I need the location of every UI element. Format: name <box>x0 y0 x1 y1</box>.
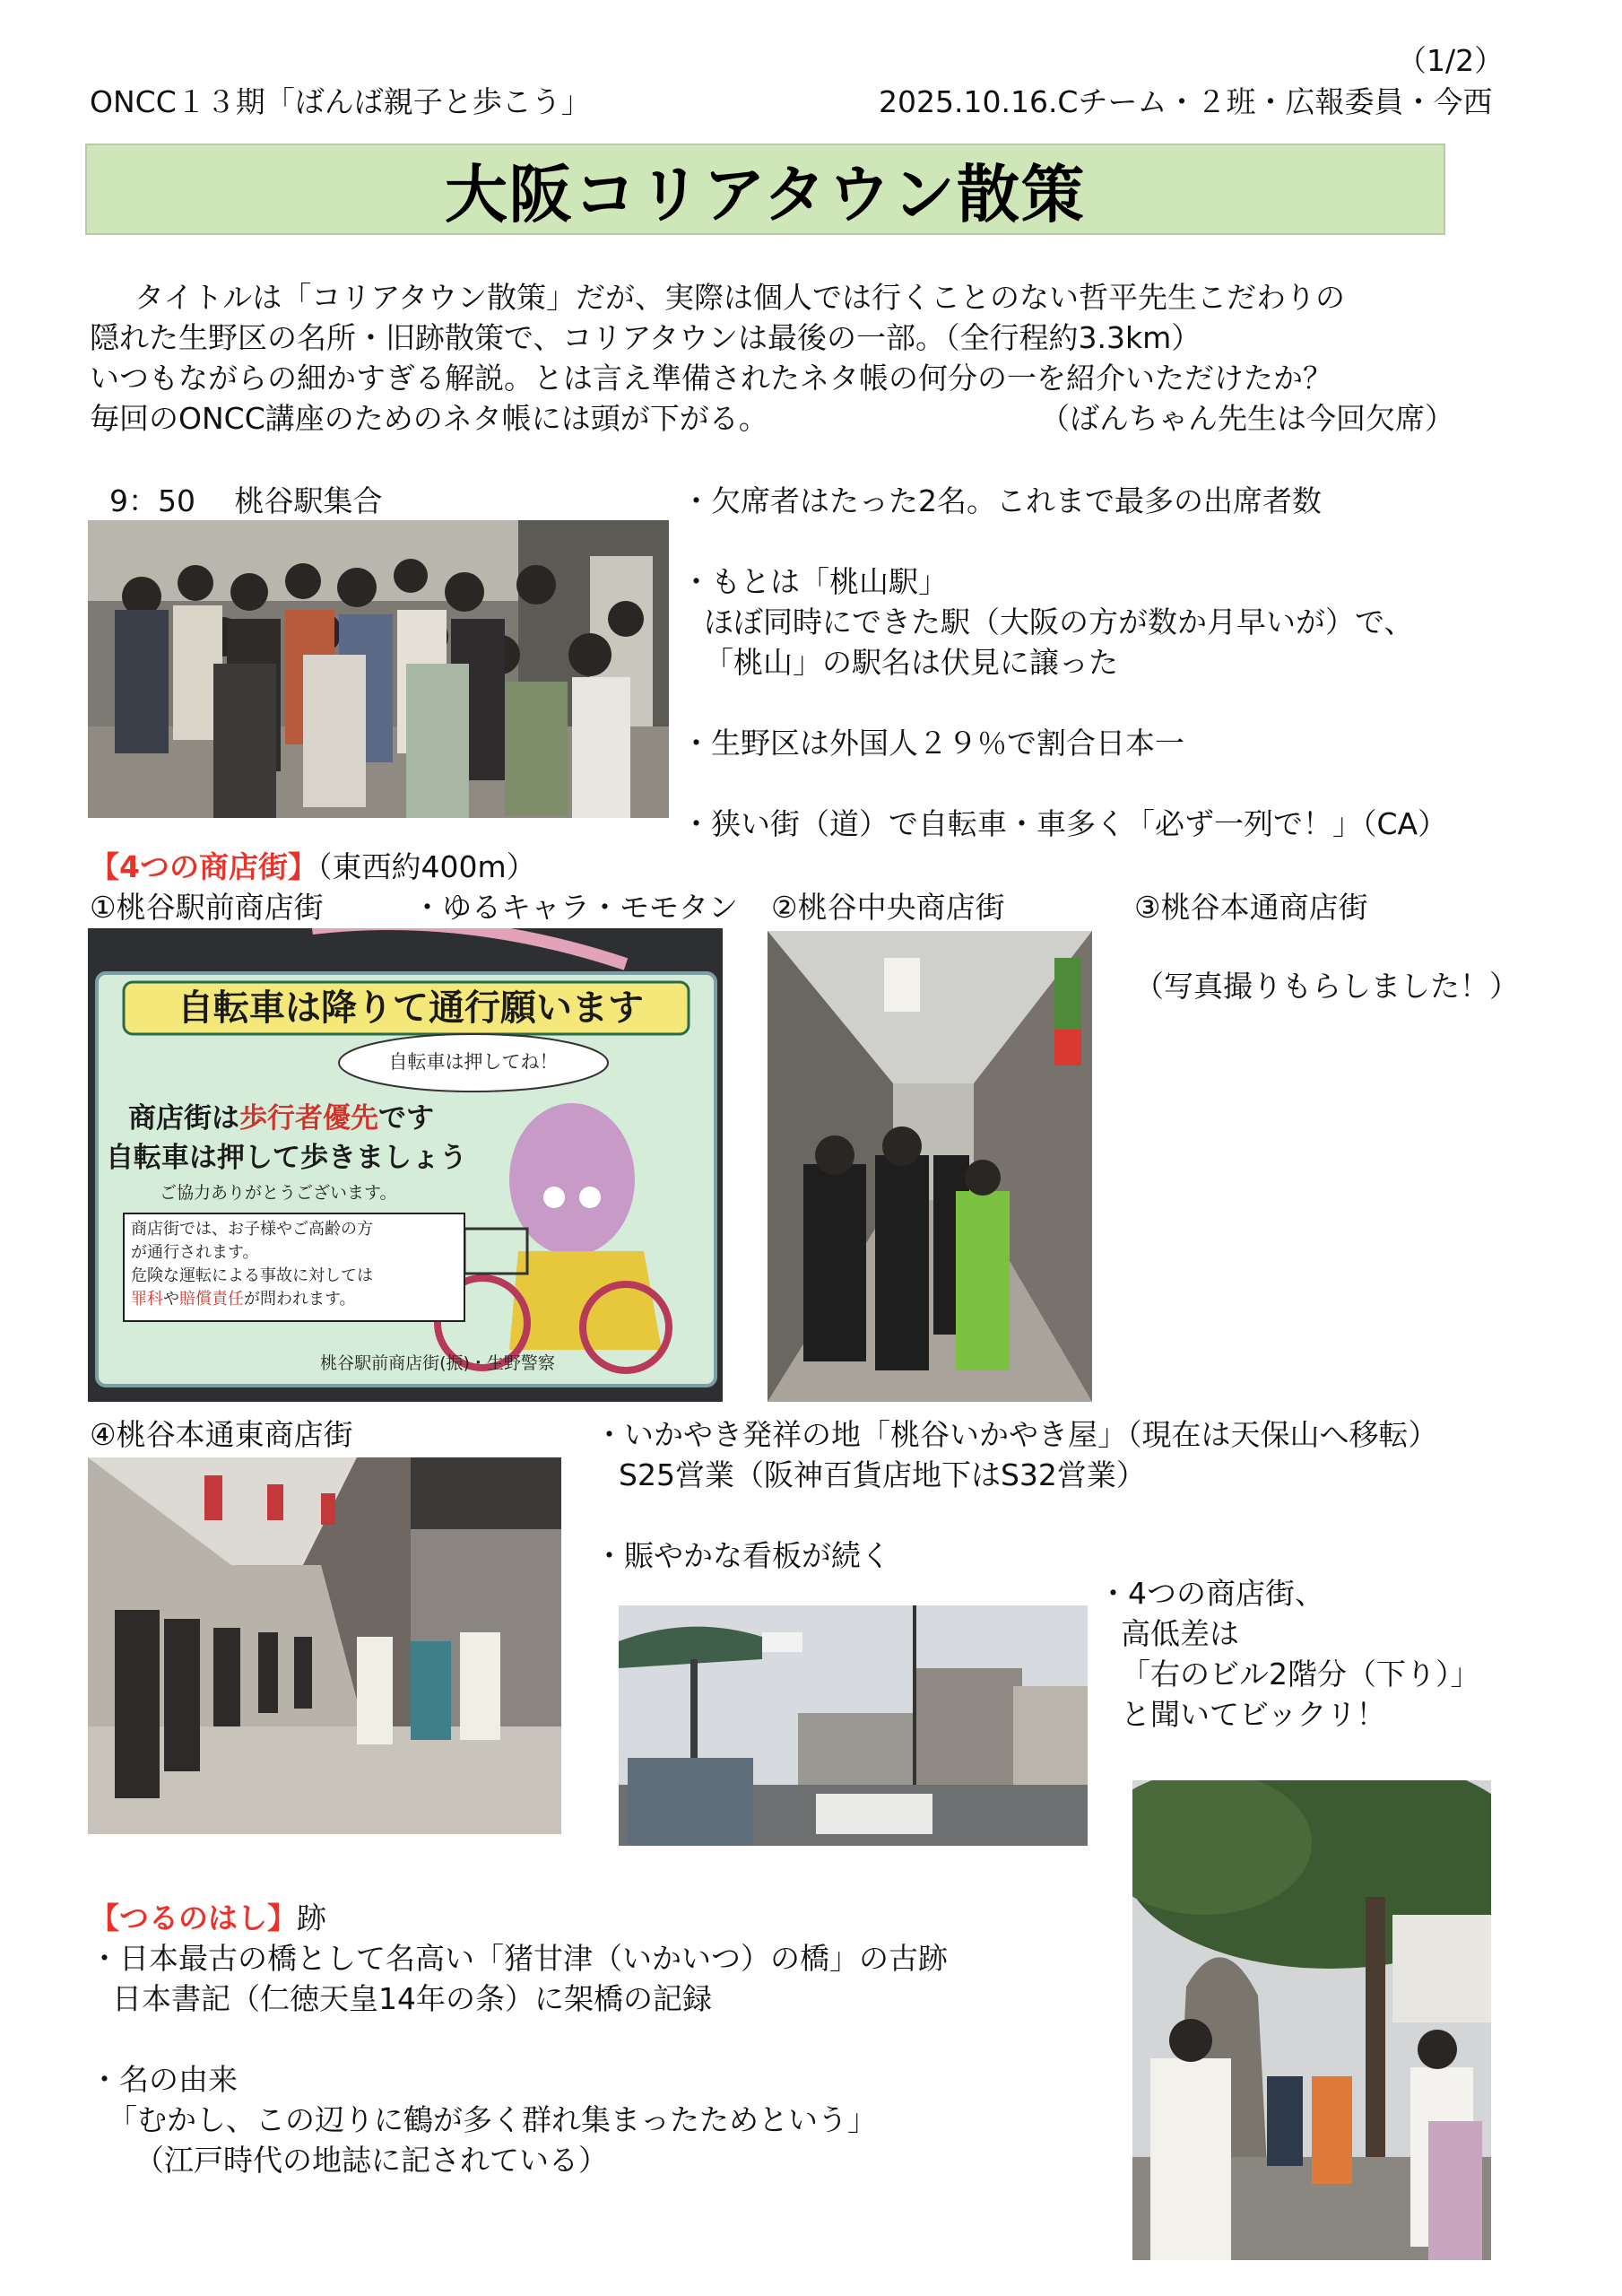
sign-line-1a: 商店街は <box>128 1102 239 1135</box>
page-title: 大阪コリアタウン散策 <box>444 157 1087 231</box>
tsuru-line-3: ・名の由来 <box>90 2062 238 2097</box>
street-4-label: ④桃谷本通東商店街 <box>90 1417 353 1452</box>
arcade-4-illustration <box>88 1457 561 1834</box>
mascot-label: ・ゆるキャラ・モモタン <box>412 890 738 925</box>
meeting-bullet-1: ・欠席者はたった2名。これまで最多の出席者数 <box>681 483 1322 518</box>
sign-footer: 桃谷駅前商店街(振)・生野警察 <box>320 1353 555 1373</box>
height-line-3: 「右のビル2階分（下り）」 <box>1121 1657 1480 1692</box>
intro-line-3: いつもながらの細かすぎる解説。とは言え準備されたネタ帳の何分の一を紹介いただけたか？ <box>90 361 1332 396</box>
page-number: （1/2） <box>1397 43 1505 78</box>
sign-line-2: 自転車は押して歩きましょう <box>106 1142 467 1174</box>
intro-note: （ばんちゃん先生は今回欠席） <box>1040 401 1454 436</box>
meeting-caption: 9：50 桃谷駅集合 <box>109 483 383 518</box>
sign-banner-text: 自転車は降りて通行願います <box>178 987 644 1029</box>
sign-box-line-2: が通行されます。 <box>131 1243 259 1262</box>
tsuru-monument-photo <box>1132 1780 1491 2260</box>
sign-box-4a: 罪科 <box>131 1290 163 1309</box>
arcade-illustration <box>768 931 1092 1402</box>
height-line-2: 高低差は <box>1121 1616 1239 1651</box>
signs-continue: ・賑やかな看板が続く <box>594 1538 890 1573</box>
street-1-label: ①桃谷駅前商店街 <box>90 890 324 925</box>
sign-box-line-3: 危険な運転による事故に対しては <box>131 1266 373 1285</box>
title-banner <box>85 144 1445 235</box>
ikayaki-line-2: S25営業（阪神百貨店地下はS32営業） <box>619 1457 1146 1492</box>
monument-illustration <box>1132 1780 1491 2260</box>
tsuru-line-5: （江戸時代の地誌に記されている） <box>134 2143 608 2178</box>
sign-box-text <box>131 1218 373 1311</box>
street-3-note: （写真撮りもらしました！） <box>1134 969 1519 1004</box>
tsuru-line-4: 「むかし、この辺りに鶴が多く群れ集まったためという」 <box>108 2102 877 2137</box>
sign-box-line-1: 商店街では、お子様やご高齢の方 <box>131 1220 373 1239</box>
intro-line-4: 毎回のONCC講座のためのネタ帳には頭が下がる。 <box>90 401 768 436</box>
meeting-bullet-5: ・生野区は外国人２９％で割合日本一 <box>681 726 1184 761</box>
sign-box-4c: 賠償責任 <box>179 1290 244 1309</box>
crowd-illustration <box>88 520 669 818</box>
height-line-4: と聞いてビックリ！ <box>1121 1697 1386 1732</box>
course-title: ONCC１３期「ばんば親子と歩こう」 <box>90 84 591 119</box>
ikayaki-line-1: ・いかやき発祥の地「桃谷いかやき屋」（現在は天保山へ移転） <box>594 1417 1438 1452</box>
street-3-label: ③桃谷本通商店街 <box>1134 890 1368 925</box>
tsuru-heading-suffix: 跡 <box>297 1900 326 1935</box>
meeting-bullet-6: ・狭い街（道）で自転車・車多く「必ず一列で！」（CA） <box>681 806 1448 841</box>
report-meta: 2025.10.16.Cチーム・２班・広報委員・今西 <box>879 84 1493 119</box>
tsuru-heading-label: 【つるのはし】 <box>90 1900 297 1935</box>
bicycle-sign-photo <box>88 928 723 1402</box>
sign-box-line-4 <box>131 1288 373 1311</box>
street-2-label: ②桃谷中央商店街 <box>771 890 1005 925</box>
shopping-heading <box>90 848 536 887</box>
arcade-street-2-photo <box>768 931 1092 1402</box>
sign-box-4b: や <box>163 1290 179 1309</box>
tsuru-heading <box>90 1899 326 1938</box>
arcade-street-4-photo <box>88 1457 561 1834</box>
shopping-heading-label: 【4つの商店街】 <box>90 849 317 884</box>
sign-thanks: ご協力ありがとうございます。 <box>160 1183 397 1203</box>
shopping-heading-note: （東西約400m） <box>317 849 536 884</box>
meeting-bullet-4: 「桃山」の駅名は伏見に譲った <box>704 645 1118 680</box>
sign-line-1c: です <box>378 1102 434 1135</box>
tsuru-line-2: 日本書記（仁徳天皇14年の条）に架橋の記録 <box>112 1981 712 2016</box>
intro-line-2: 隠れた生野区の名所・旧跡散策で、コリアタウンは最後の一部。（全行程約3.3km） <box>90 320 1201 355</box>
meeting-bullet-3: ほぼ同時にできた駅（大阪の方が数か月早いが）で、 <box>704 604 1414 639</box>
sign-line-1 <box>128 1100 434 1136</box>
sign-box-4d: が問われます。 <box>244 1290 356 1309</box>
tsuru-line-1: ・日本最古の橋として名高い「猪甘津（いかいつ）の橋」の古跡 <box>90 1941 948 1976</box>
street-illustration <box>619 1605 1088 1846</box>
sign-line-1b: 歩行者優先 <box>239 1102 378 1135</box>
meeting-bullet-2: ・もとは「桃山駅」 <box>681 564 948 599</box>
sign-bubble-text: 自転車は押してね！ <box>388 1051 559 1073</box>
intro-line-1: タイトルは「コリアタウン散策」だが、実際は個人では行くことのない哲平先生こだわりの <box>134 280 1346 315</box>
height-line-1: ・4つの商店街、 <box>1098 1576 1324 1611</box>
street-crossing-photo <box>619 1605 1088 1846</box>
group-photo-station <box>88 520 669 818</box>
